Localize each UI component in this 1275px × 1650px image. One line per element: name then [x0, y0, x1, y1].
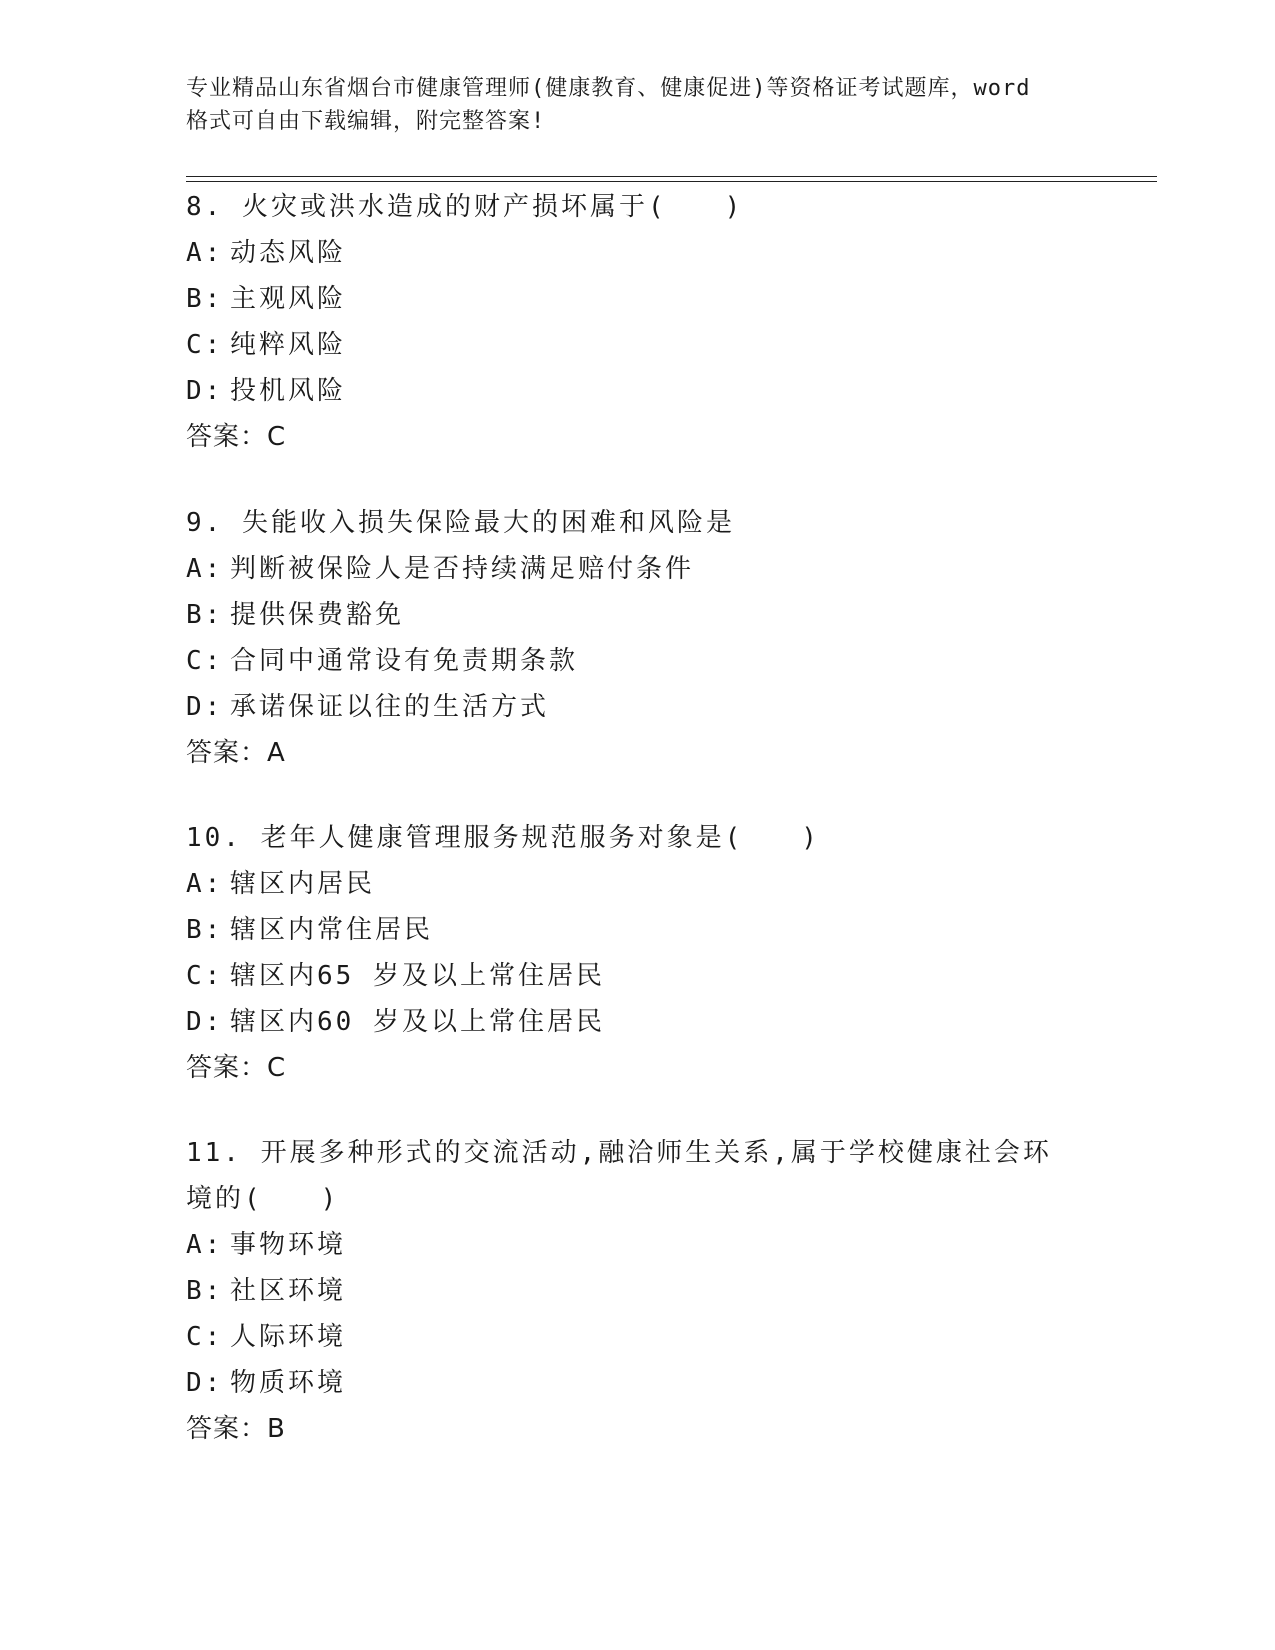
option-b [186, 592, 1086, 638]
option-d [186, 1360, 1086, 1406]
option-key: A: [186, 869, 224, 899]
question-8 [186, 184, 1086, 460]
option-d [186, 368, 1086, 414]
option-text: 提供保费豁免 [230, 600, 405, 630]
header-divider-top [186, 176, 1157, 177]
option-key: D: [186, 1007, 224, 1037]
question-11 [186, 1130, 1086, 1452]
option-key: B: [186, 284, 224, 314]
option-key: C: [186, 961, 224, 991]
option-text: 辖区内65 岁及以上常住居民 [230, 961, 605, 991]
option-c [186, 1314, 1086, 1360]
option-key: D: [186, 376, 224, 406]
option-d [186, 684, 1086, 730]
option-key: B: [186, 600, 224, 630]
option-text: 投机风险 [230, 376, 347, 406]
option-d [186, 999, 1086, 1045]
option-text: 辖区内常住居民 [230, 915, 434, 945]
option-key: A: [186, 1230, 224, 1260]
option-text: 主观风险 [230, 284, 347, 314]
option-key: A: [186, 554, 224, 584]
option-key: D: [186, 692, 224, 722]
option-key: C: [186, 646, 224, 676]
option-a [186, 546, 1086, 592]
question-stem: 9. 失能收入损失保险最大的困难和风险是 [186, 508, 735, 538]
question-9 [186, 500, 1086, 776]
header-divider-bottom [186, 181, 1157, 182]
option-text: 辖区内居民 [230, 869, 376, 899]
option-c [186, 322, 1086, 368]
option-text: 纯粹风险 [230, 330, 347, 360]
option-key: D: [186, 1368, 224, 1398]
option-text: 合同中通常设有免责期条款 [230, 646, 579, 676]
answer: 答案：C [186, 422, 287, 452]
answer: 答案：A [186, 738, 286, 768]
option-text: 动态风险 [230, 238, 347, 268]
option-c [186, 638, 1086, 684]
option-key: B: [186, 915, 224, 945]
option-key: B: [186, 1276, 224, 1306]
answer: 答案：C [186, 1053, 287, 1083]
option-key: A: [186, 238, 224, 268]
question-stem: 8. 火灾或洪水造成的财产损坏属于( ) [186, 192, 744, 222]
option-b [186, 907, 1086, 953]
option-a [186, 230, 1086, 276]
option-text: 物质环境 [230, 1368, 347, 1398]
answer: 答案：B [186, 1414, 286, 1444]
header-line-1: 专业精品山东省烟台市健康管理师(健康教育、健康促进)等资格证考试题库，word [186, 76, 1031, 101]
question-10 [186, 815, 1086, 1091]
option-a [186, 1222, 1086, 1268]
option-c [186, 953, 1086, 999]
option-text: 承诺保证以往的生活方式 [230, 692, 550, 722]
option-text: 判断被保险人是否持续满足赔付条件 [230, 554, 695, 584]
document-header [186, 72, 1086, 138]
option-b [186, 1268, 1086, 1314]
question-stem: 11. 开展多种形式的交流活动,融洽师生关系,属于学校健康社会环境的( ) [186, 1138, 1052, 1214]
option-key: C: [186, 1322, 224, 1352]
option-text: 人际环境 [230, 1322, 347, 1352]
header-line-2: 格式可自由下载编辑，附完整答案! [186, 109, 546, 134]
option-text: 社区环境 [230, 1276, 347, 1306]
option-text: 辖区内60 岁及以上常住居民 [230, 1007, 605, 1037]
option-b [186, 276, 1086, 322]
option-a [186, 861, 1086, 907]
question-stem: 10. 老年人健康管理服务规范服务对象是( ) [186, 823, 820, 853]
option-key: C: [186, 330, 224, 360]
option-text: 事物环境 [230, 1230, 347, 1260]
